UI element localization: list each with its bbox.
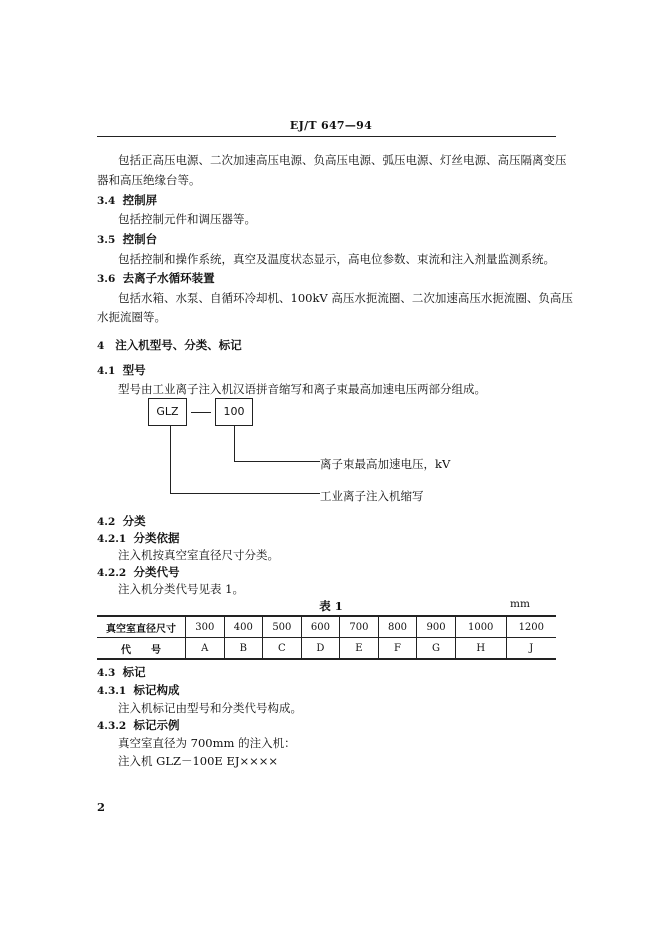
para-3-4: 包括控制元件和调压器等。 (118, 212, 256, 226)
heading-4-3-2-number: 4.3.2 (97, 720, 127, 732)
para-4-2-1: 注入机按真空室直径尺寸分类。 (118, 548, 279, 562)
size-cell: 1200 (506, 616, 556, 638)
para-3-6-line-2: 水扼流圈等。 (97, 310, 166, 324)
code-cell: B (224, 638, 263, 660)
heading-3-5 (97, 231, 157, 247)
heading-4-3 (97, 664, 146, 680)
heading-4-3-2 (97, 717, 180, 733)
diagram-box-100: 100 (215, 398, 253, 426)
heading-4-1 (97, 362, 146, 378)
document-code-header: EJ/T 647—94 (289, 119, 373, 132)
para-3-5: 包括控制和操作系统，真空及温度状态显示，高电位参数、束流和注入剂量监测系统。 (118, 252, 555, 266)
size-cell: 300 (186, 616, 225, 638)
table-row-codes (97, 638, 556, 660)
table-1-unit: mm (510, 598, 530, 610)
heading-3-5-number: 3.5 (97, 234, 116, 246)
diagram-line-voltage-vertical (234, 426, 235, 462)
para-4-3-2-line-1: 真空室直径为 700mm 的注入机： (118, 736, 296, 750)
heading-3-4-title: 控制屏 (122, 193, 158, 207)
heading-4-3-1-title: 标记构成 (133, 683, 180, 697)
code-cell: D (301, 638, 340, 660)
code-cell: G (417, 638, 456, 660)
size-cell: 900 (417, 616, 456, 638)
heading-4-2-1 (97, 530, 180, 546)
heading-3-6-title: 去离子水循环装置 (122, 271, 215, 285)
code-cell: J (506, 638, 556, 660)
code-cell: H (455, 638, 506, 660)
heading-4-3-2-title: 标记示例 (133, 718, 180, 732)
intro-line-1: 包括正高压电源、二次加速高压电源、负高压电源、弧压电源、灯丝电源、高压隔离变压 (118, 153, 567, 167)
table-row-label-codes: 代 号 (97, 638, 186, 660)
code-cell: C (263, 638, 302, 660)
table-row-sizes (97, 616, 556, 638)
diagram-box-glz: GLZ (148, 398, 187, 426)
table-row-label-sizes: 真空室直径尺寸 (97, 616, 186, 638)
para-4-3-1: 注入机标记由型号和分类代号构成。 (118, 701, 302, 715)
heading-3-6-number: 3.6 (97, 273, 116, 285)
intro-line-2: 器和高压绝缘台等。 (97, 173, 201, 187)
code-cell: A (186, 638, 225, 660)
diagram-line-abbrev-vertical (170, 426, 171, 494)
para-3-6-line-1: 包括水箱、水泵、自循环冷却机、100kV 高压水扼流圈、二次加速高压水扼流圈、负高压 (118, 291, 573, 305)
table-1 (97, 615, 556, 660)
heading-3-6 (97, 270, 215, 286)
heading-4-2-1-number: 4.2.1 (97, 533, 127, 545)
heading-4-2-2 (97, 564, 180, 580)
diagram-label-voltage: 离子束最高加速电压，kV (320, 457, 451, 471)
diagram-connector-dash (191, 412, 211, 413)
table-1-title: 表 1 (319, 599, 343, 613)
size-cell: 800 (378, 616, 417, 638)
size-cell: 500 (263, 616, 302, 638)
code-cell: E (340, 638, 379, 660)
heading-4-2-1-title: 分类依据 (133, 531, 180, 545)
heading-4-3-1 (97, 682, 180, 698)
heading-3-4 (97, 192, 157, 208)
heading-4 (97, 337, 242, 353)
heading-4-1-title: 型号 (122, 363, 146, 377)
heading-4-1-number: 4.1 (97, 365, 116, 377)
heading-4-title: 注入机型号、分类、标记 (115, 338, 242, 352)
para-4-2-2: 注入机分类代号见表 1。 (118, 582, 244, 596)
size-cell: 700 (340, 616, 379, 638)
header-rule (97, 136, 556, 137)
heading-4-2 (97, 513, 146, 529)
diagram-label-abbrev: 工业离子注入机缩写 (320, 489, 424, 503)
diagram-line-abbrev-horizontal (170, 493, 320, 494)
heading-4-2-title: 分类 (122, 514, 146, 528)
heading-4-3-title: 标记 (122, 665, 146, 679)
size-cell: 1000 (455, 616, 506, 638)
heading-3-4-number: 3.4 (97, 195, 116, 207)
heading-4-3-number: 4.3 (97, 667, 116, 679)
heading-4-2-2-title: 分类代号 (133, 565, 180, 579)
size-cell: 600 (301, 616, 340, 638)
para-4-3-2-line-2: 注入机 GLZ－100E EJ×××× (118, 754, 279, 768)
diagram-line-voltage-horizontal (234, 461, 320, 462)
heading-4-2-2-number: 4.2.2 (97, 567, 127, 579)
code-cell: F (378, 638, 417, 660)
para-4-1: 型号由工业离子注入机汉语拼音缩写和离子束最高加速电压两部分组成。 (118, 382, 486, 396)
size-cell: 400 (224, 616, 263, 638)
page-number: 2 (97, 800, 106, 814)
heading-4-2-number: 4.2 (97, 516, 116, 528)
heading-4-number: 4 (97, 340, 105, 352)
heading-3-5-title: 控制台 (122, 232, 158, 246)
heading-4-3-1-number: 4.3.1 (97, 685, 127, 697)
